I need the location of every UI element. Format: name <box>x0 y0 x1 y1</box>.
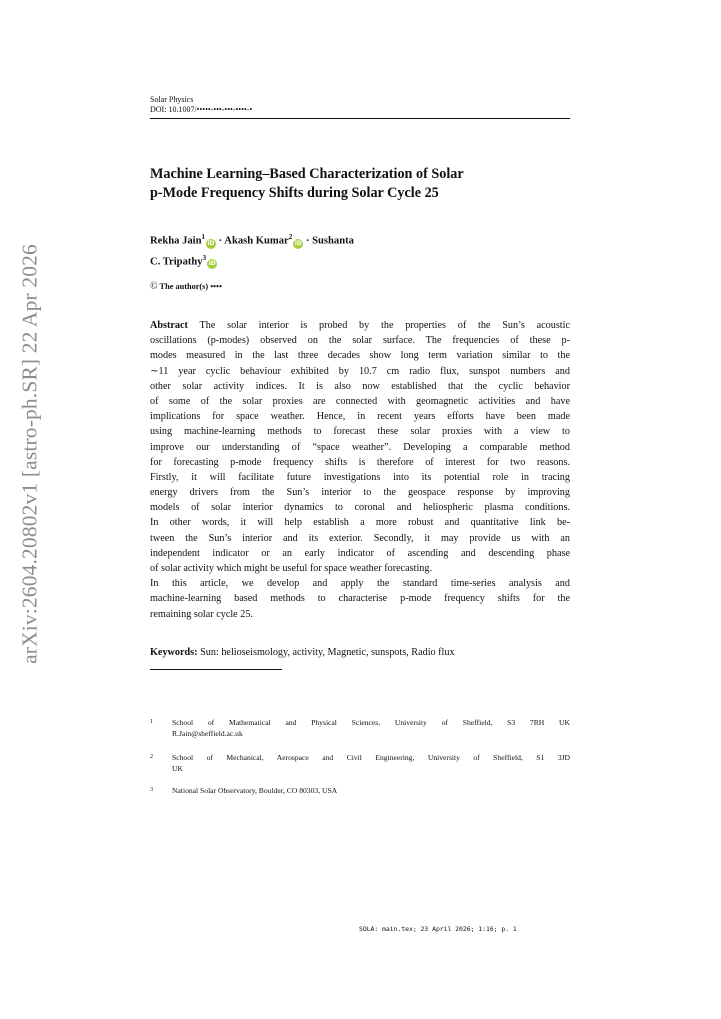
abstract-line: implications for space weather. Hence, in recent years efforts have been made <box>150 411 570 423</box>
header-rule <box>150 118 570 119</box>
footnote-text <box>172 786 570 797</box>
title-line-1: Machine Learning–Based Characterization of Solar <box>150 166 464 182</box>
orcid-icon[interactable]: iD <box>208 260 216 268</box>
footnote-number: 3 <box>150 787 153 793</box>
abstract-line: Firstly, it will facilitate future investigations into its potential role in tracing <box>150 471 570 483</box>
keywords-text: Sun: helioseismology, activity, Magnetic, sunspots, Radio flux <box>197 647 455 658</box>
abstract-line: In other words, it will help establish a more robust and quantitative link be- <box>150 517 570 529</box>
title-line-2: p-Mode Frequency Shifts during Solar Cycle 25 <box>150 185 439 201</box>
footnote-affiliation-1 <box>150 718 570 740</box>
copyright-symbol: © <box>150 281 158 292</box>
abstract-line: of some of the solar proxies are connected with geomagnetic activities and have <box>150 395 570 407</box>
author-name-part: Sushanta <box>312 235 354 247</box>
abstract-line: modes measured in the last three decades show long term variation similar to the <box>150 350 570 362</box>
footnote-number: 2 <box>150 754 153 760</box>
abstract-line: machine-learning based methods to characterise p-mode frequency shifts for the <box>150 593 570 605</box>
abstract-line: other solar activity indices. It is also now established that the cyclic behavior <box>150 380 570 392</box>
keywords-label: Keywords: <box>150 647 198 658</box>
author-list <box>150 229 580 270</box>
orcid-icon[interactable]: iD <box>207 239 215 247</box>
journal-name: Solar Physics <box>150 95 194 104</box>
footnote-affiliation-2 <box>150 753 570 775</box>
author-affiliation-mark: 3 <box>202 253 207 262</box>
author-separator: · <box>218 235 223 247</box>
abstract-line: improve our understanding of “space weather”. Developing a comparable method <box>150 441 570 453</box>
footnote-text <box>172 718 570 739</box>
author-line-2 <box>150 250 580 271</box>
author-name: Akash Kumar <box>224 235 289 247</box>
abstract <box>150 318 570 622</box>
page-footer: SOLA: main.tex; 23 April 2026; 1:16; p. 1 <box>359 925 517 933</box>
footnote-line: National Solar Observatory, Boulder, CO 80303, USA <box>172 786 338 795</box>
footnote-rule <box>150 669 282 670</box>
footnote-affiliation-3 <box>150 786 570 798</box>
author-separator: · <box>305 235 310 247</box>
keywords <box>150 647 455 658</box>
author-name-part: C. Tripathy <box>150 256 203 268</box>
abstract-line: ∼11 year cyclic behaviour exhibited by 10.7 cm radio flux, sunspot numbers and <box>150 365 570 377</box>
footnote-line: School of Mathematical and Physical Sciences, University of Sheffield, S3 7RH UK <box>172 718 570 727</box>
abstract-line: of solar activity which might be useful for space weather forecasting. <box>150 563 433 574</box>
journal-header <box>150 95 252 115</box>
footnote-line: UK <box>172 763 183 773</box>
author-affiliation-mark: 1 <box>201 233 206 241</box>
copyright-notice <box>150 281 222 292</box>
author-line-1 <box>150 229 580 250</box>
abstract-line: energy drivers from the Sun’s interior to the geospace response by improving <box>150 487 570 499</box>
orcid-icon[interactable]: iD <box>294 239 302 247</box>
abstract-line: independent indicator or an early indicator of ascending and descending phase <box>150 547 570 559</box>
abstract-line-text: The solar interior is probed by the properties of the Sun’s acoustic <box>187 320 570 331</box>
abstract-line: remaining solar cycle 25. <box>150 608 253 620</box>
author-affiliation-mark: 2 <box>288 233 293 241</box>
abstract-line: In this article, we develop and apply the standard time-series analysis and <box>150 578 570 590</box>
author-name: Rekha Jain <box>150 235 202 247</box>
footnote-number: 1 <box>150 719 153 725</box>
abstract-heading: Abstract <box>150 320 188 331</box>
abstract-line: oscillations (p-modes) observed on the solar surface. The frequencies of these p- <box>150 335 570 347</box>
arxiv-identifier <box>8 244 52 664</box>
abstract-line: tween the Sun’s interior and its exterior. Secondly, it may provide us with an <box>150 532 570 544</box>
copyright-text: The author(s) •••• <box>159 282 222 291</box>
footnote-email[interactable]: R.Jain@sheffield.ac.uk <box>172 728 243 738</box>
abstract-line: models of solar interior dynamics to coronal and heliospheric plasma conditions. <box>150 502 570 514</box>
doi[interactable]: DOI: 10.1007/•••••-•••-•••-••••-• <box>150 105 253 114</box>
abstract-line: for forecasting p-mode frequency shifts is therefore of interest for two reasons. <box>150 456 570 468</box>
footnote-line: School of Mechanical, Aerospace and Civil Engineering, University of Sheffield, S1 3JD <box>172 753 570 762</box>
abstract-line <box>150 318 570 333</box>
arxiv-identifier-text: arXiv:2604.20802v1 [astro-ph.SR] 22 Apr 2026 <box>17 244 42 664</box>
paper-title <box>150 165 580 203</box>
footnote-text <box>172 753 570 774</box>
abstract-line: using machine-learning methods to forecast these solar proxies with a view to <box>150 426 570 438</box>
